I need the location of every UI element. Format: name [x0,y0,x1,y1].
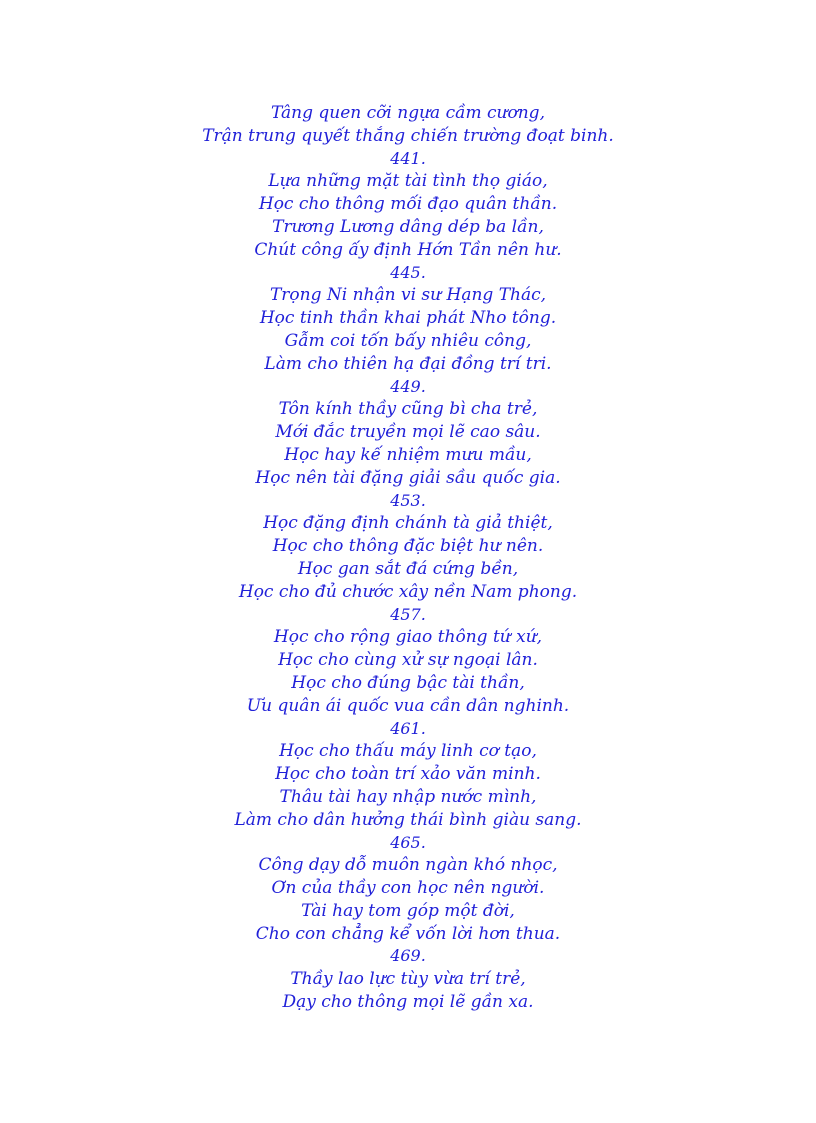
verse-line: Học cho đủ chước xây nền Nam phong. [238,581,578,602]
verse-number: 465. [390,832,426,852]
verse-line: Trương Lương dâng dép ba lần, [272,216,544,237]
verse-line: Làm cho dân hưởng thái bình giàu sang. [234,809,582,830]
verse-number: 445. [390,262,426,282]
verse-number: 449. [390,376,426,396]
verse-line: Học cho thông mối đạo quân thần. [258,194,558,215]
verse-line: Học hay kế nhiệm mưu mầu, [284,444,532,465]
verse-line: Học cho thấu máy linh cơ tạo, [279,741,537,762]
verse-line: Gẫm coi tốn bấy nhiêu công, [284,330,532,351]
verse-line: Làm cho thiên hạ đại đồng trí tri. [264,353,552,374]
verse-number: 461. [390,718,426,738]
verse-number: 469. [390,946,426,966]
verse-line: Học cho toàn trí xảo văn minh. [275,764,541,785]
verse-line: Trận trung quyết thắng chiến trường đoạt binh. [202,125,614,146]
verse-line: Trọng Ni nhận vi sư Hạng Thác, [269,285,547,306]
verse-line: Công dạy dỗ muôn ngàn khó nhọc, [258,855,558,876]
verse-line: Học đặng định chánh tà giả thiệt, [263,513,553,534]
verse-line: Học tinh thần khai phát Nho tông. [259,308,557,329]
verse-line: Học cho rộng giao thông tứ xứ, [273,627,543,648]
poem-body [0,102,816,1014]
verse-line: Lựa những mặt tài tình thọ giáo, [268,171,548,192]
verse-line: Tâng quen cỡi ngựa cầm cương, [271,103,545,123]
verse-line: Mới đắc truyền mọi lẽ cao sâu. [275,422,541,443]
verse-line: Tài hay tom góp một đời, [301,900,515,921]
verse-line: Ưu quân ái quốc vua cần dân nghinh. [246,695,570,716]
verse-number: 457. [390,604,426,624]
verse-line: Học cho thông đặc biệt hư nên. [272,536,544,557]
verse-line: Tôn kính thầy cũng bì cha trẻ, [278,399,538,420]
verse-line: Chút công ấy định Hớn Tần nên hư. [254,239,562,260]
verse-line: Dạy cho thông mọi lẽ gần xa. [282,992,534,1013]
verse-line: Học cho đúng bậc tài thần, [291,672,525,693]
verse-number: 453. [390,490,426,510]
verse-number: 441. [390,148,426,168]
verse-line: Học nên tài đặng giải sầu quốc gia. [255,467,561,488]
verse-line: Học cho cùng xử sự ngoại lân. [278,650,538,671]
verse-line: Ơn của thầy con học nên người. [271,878,545,899]
verse-line: Thâu tài hay nhập nước mình, [279,786,537,807]
verse-line: Thầy lao lực tùy vừa trí trẻ, [290,969,526,990]
verse-line: Học gan sắt đá cứng bền, [297,558,519,579]
verse-line: Cho con chẳng kể vốn lời hơn thua. [255,923,561,944]
